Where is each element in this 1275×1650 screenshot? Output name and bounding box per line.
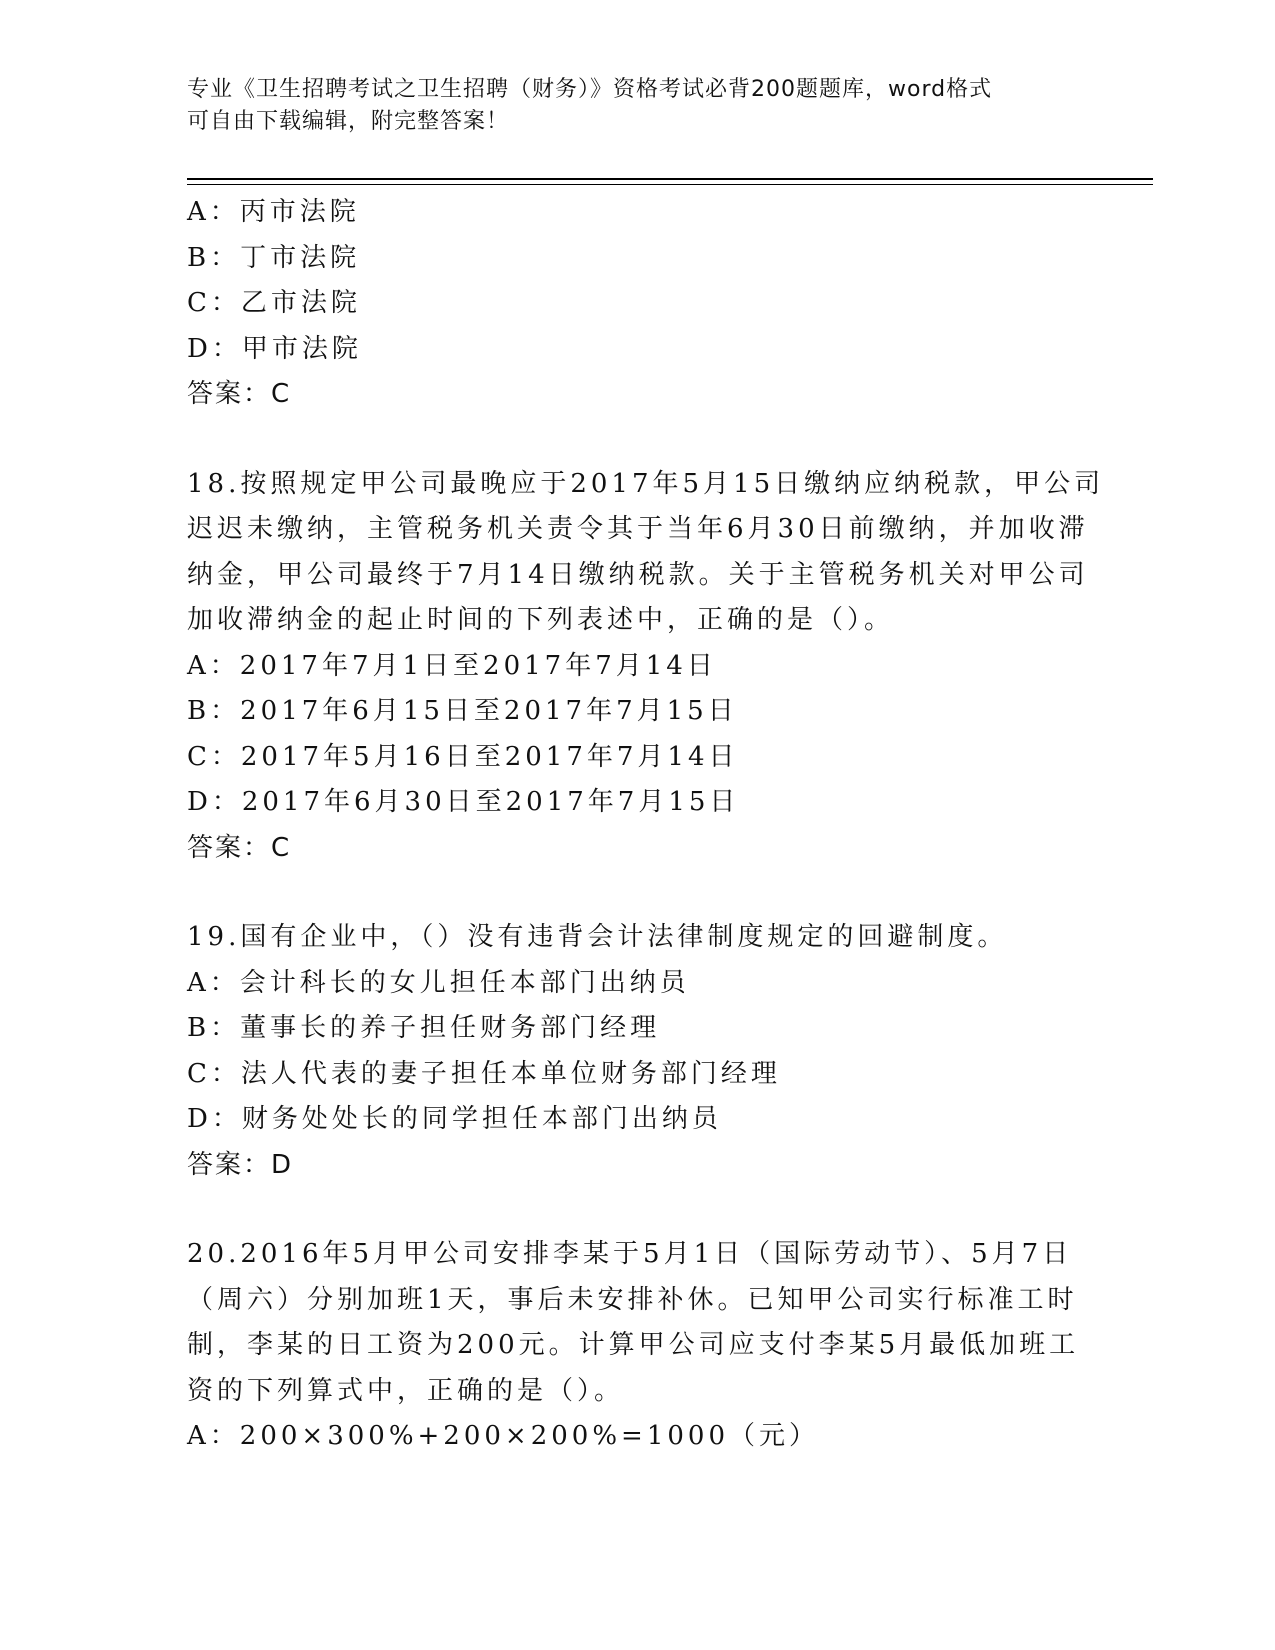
header-rule-thin xyxy=(187,184,1153,185)
question-18 xyxy=(187,462,1105,872)
question-stem-line: 18.按照规定甲公司最晚应于2017年5月15日缴纳应纳税款，甲公司 xyxy=(187,468,1105,499)
question-stem-line: 20.2016年5月甲公司安排李某于5月1日（国际劳动节）、5月7日 xyxy=(187,1239,1073,1269)
spacer xyxy=(187,871,1087,915)
spacer xyxy=(187,418,1087,462)
question-stem-line: （周六）分别加班1天，事后未安排补休。已知甲公司实行标准工时 xyxy=(187,1284,1078,1315)
option-d: D：甲市法院 xyxy=(187,333,362,364)
question-stem-line: 加收滞纳金的起止时间的下列表述中，正确的是（）。 xyxy=(187,605,895,635)
option-a: A：2017年7月1日至2017年7月14日 xyxy=(187,650,717,681)
question-stem-line: 19.国有企业中，（）没有违背会计法律制度规定的回避制度。 xyxy=(187,922,1008,952)
question-17 xyxy=(187,190,1087,418)
document-header xyxy=(187,74,1067,138)
option-b: B：董事长的养子担任财务部门经理 xyxy=(187,1013,661,1043)
question-19 xyxy=(187,915,1087,1188)
answer-line: 答案：D xyxy=(187,1149,294,1180)
answer-line: 答案：C xyxy=(187,379,292,409)
option-c: C：2017年5月16日至2017年7月14日 xyxy=(187,741,739,772)
option-b: B：丁市法院 xyxy=(187,242,361,273)
header-line-1: 专业《卫生招聘考试之卫生招聘（财务）》资格考试必背200题题库，word格式 xyxy=(187,77,993,102)
option-c: C：法人代表的妻子担任本单位财务部门经理 xyxy=(187,1058,781,1089)
option-a: A：会计科长的女儿担任本部门出纳员 xyxy=(187,967,690,998)
question-stem-line: 资的下列算式中，正确的是（）。 xyxy=(187,1375,625,1406)
option-c: C：乙市法院 xyxy=(187,288,361,318)
question-20 xyxy=(187,1232,1087,1460)
option-a: A：丙市法院 xyxy=(187,197,360,227)
question-stem-line: 迟迟未缴纳，主管税务机关责令其于当年6月30日前缴纳，并加收滞 xyxy=(187,514,1089,544)
question-stem-line: 纳金，甲公司最终于7月14日缴纳税款。关于主管税务机关对甲公司 xyxy=(187,559,1089,590)
answer-line: 答案：C xyxy=(187,832,292,863)
option-d: D：财务处处长的同学担任本部门出纳员 xyxy=(187,1104,722,1134)
question-content xyxy=(187,190,1105,1460)
option-a: A：200×300%+200×200%=1000（元） xyxy=(187,1421,819,1451)
question-stem-line: 制，李某的日工资为200元。计算甲公司应支付李某5月最低加班工 xyxy=(187,1330,1080,1360)
header-line-2: 可自由下载编辑，附完整答案！ xyxy=(187,109,510,134)
header-rule-thick xyxy=(187,178,1153,180)
option-b: B：2017年6月15日至2017年7月15日 xyxy=(187,696,738,726)
option-d: D：2017年6月30日至2017年7月15日 xyxy=(187,787,740,817)
spacer xyxy=(187,1188,1087,1232)
